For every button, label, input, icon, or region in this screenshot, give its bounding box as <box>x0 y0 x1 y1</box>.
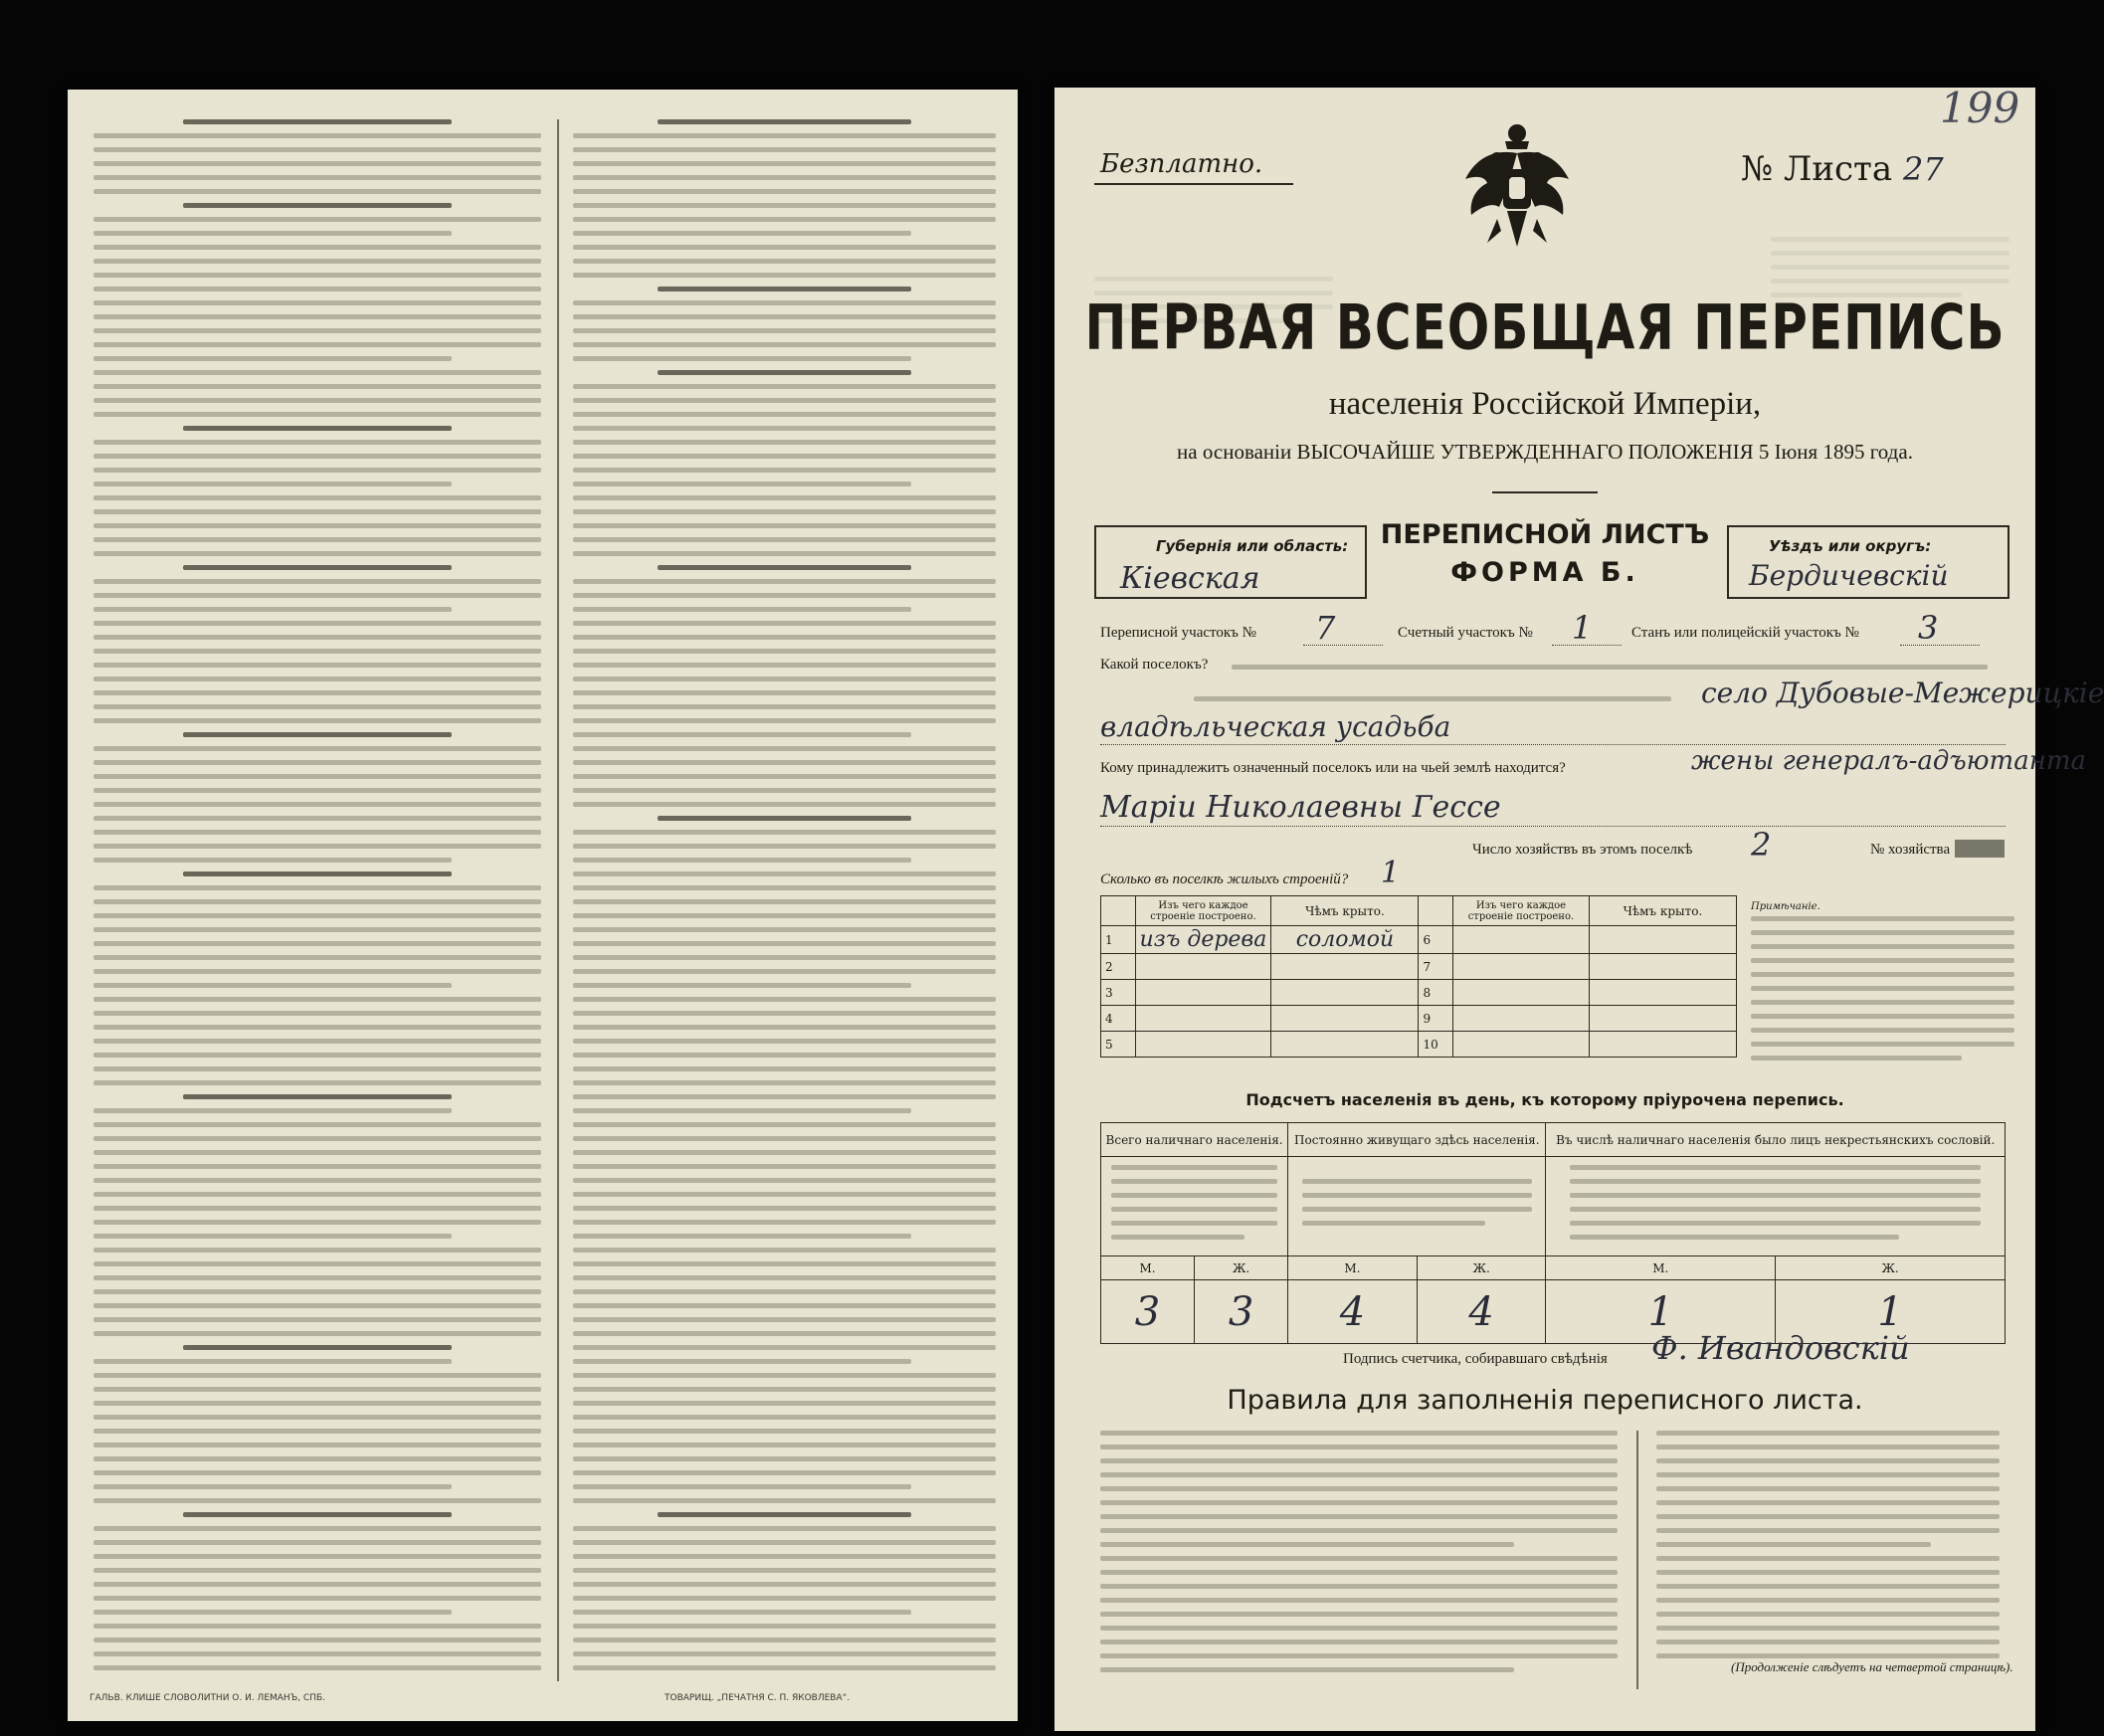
table-cell <box>1452 1032 1589 1058</box>
population-count-table <box>1100 1122 2006 1344</box>
table-cell: 2 <box>1101 954 1136 980</box>
rules-column-right <box>1656 1431 2000 1667</box>
count-title: Подсчетъ населенія въ день, къ которому пріурочена перепись. <box>1245 1090 1844 1109</box>
table-cell: соломой <box>1271 926 1419 954</box>
sex-column-label: Ж. <box>1417 1256 1546 1280</box>
table-cell <box>1589 980 1736 1006</box>
decree-line: на основаніи ВЫСОЧАЙШЕ УТВЕРЖДЕННАГО ПОЛОЖЕНІЯ 5 Іюня 1895 года. <box>1177 440 1913 464</box>
sex-column-label: М. <box>1546 1256 1776 1280</box>
instructions-column-left <box>94 119 541 1679</box>
table-cell <box>1271 1032 1419 1058</box>
table-cell: 9 <box>1419 1006 1453 1032</box>
table-cell: 10 <box>1419 1032 1453 1058</box>
census-district-value: 7 <box>1315 609 1336 647</box>
uezd-box: Уѣздъ или округъ: Бердичевскій <box>1727 525 2009 599</box>
archive-number: 199 <box>1940 84 2020 132</box>
owner-value-2: Маріи Николаевны Гессе <box>1100 790 1501 825</box>
instructions-column-right <box>573 119 996 1679</box>
section-heading-line <box>658 370 911 375</box>
table-cell <box>1135 980 1271 1006</box>
household-no-label: № хозяйства <box>1870 842 1951 858</box>
sheet-number-label: № Листа 27 <box>1741 149 1944 189</box>
table-cell: изъ дерева <box>1135 926 1271 954</box>
table-cell: 7 <box>1419 954 1453 980</box>
sex-column-label: М. <box>1101 1256 1195 1280</box>
counter-signature: Ф. Ивандовскій <box>1651 1329 1910 1367</box>
table-cell <box>1452 980 1589 1006</box>
table-cell <box>1135 954 1271 980</box>
rules-title: Правила для заполненія переписного листа. <box>1227 1385 1863 1416</box>
gubernia-value: Кіевская <box>1120 561 1260 596</box>
table-row <box>1101 980 1737 1006</box>
section-heading-line <box>183 1512 452 1517</box>
household-no-value <box>1955 840 2005 858</box>
instructions-page <box>68 90 1018 1721</box>
note-block <box>1751 901 2014 1065</box>
table-cell <box>1589 954 1736 980</box>
table-cell <box>1135 1006 1271 1032</box>
stan-value: 3 <box>1918 609 1939 647</box>
count-value: 4 <box>1288 1280 1418 1344</box>
owner-value-1: жены генералъ-адъютанта <box>1691 746 2086 776</box>
section-heading-line <box>183 119 452 124</box>
table-cell <box>1589 1006 1736 1032</box>
main-title: ПЕРВАЯ ВСЕОБЩАЯ ПЕРЕПИСЬ <box>1084 290 2006 364</box>
section-heading-line <box>183 732 452 737</box>
count-header-nonpeasant: Въ числѣ наличнаго населенія было лицъ некрестьянскихъ сословій. <box>1546 1123 2006 1157</box>
table-cell: 1 <box>1101 926 1136 954</box>
note-label: Примѣчаніе. <box>1751 901 1820 912</box>
section-heading-line <box>183 426 452 431</box>
subtitle: населенія Россійской Имперіи, <box>1328 386 1762 422</box>
count-header-permanent: Постоянно живущаго здѣсь населенія. <box>1288 1123 1546 1157</box>
sheet-number-value: 27 <box>1902 150 1944 188</box>
table-cell: 8 <box>1419 980 1453 1006</box>
printer-credit: ГАЛЬВ. КЛИШЕ СЛОВОЛИТНИ О. И. ЛЕМАНЪ, СПБ. <box>90 1693 326 1703</box>
count-value: 1 <box>1546 1280 1776 1344</box>
table-cell: 5 <box>1101 1032 1136 1058</box>
count-value: 4 <box>1417 1280 1546 1344</box>
table-cell <box>1452 1006 1589 1032</box>
households-value: 2 <box>1751 826 1772 864</box>
section-heading-line <box>658 287 911 291</box>
section-heading-line <box>658 1512 911 1517</box>
table-cell: 6 <box>1419 926 1453 954</box>
signature-label: Подпись счетчика, собиравшаго свѣдѣнія <box>1343 1351 1608 1367</box>
section-heading-line <box>658 119 911 124</box>
gubernia-box: Губернія или область: Кіевская <box>1094 525 1367 599</box>
count-header-total: Всего наличнаго населенія. <box>1101 1123 1288 1157</box>
table-cell: 4 <box>1101 1006 1136 1032</box>
table-row <box>1101 1032 1737 1058</box>
counting-district-value: 1 <box>1572 609 1593 647</box>
table-cell: 3 <box>1101 980 1136 1006</box>
count-value: 3 <box>1195 1280 1288 1344</box>
continued-note: (Продолженіе слѣдуетъ на четвертой страницѣ). <box>1731 1659 2013 1674</box>
rules-column-left <box>1100 1431 1618 1681</box>
table-cell <box>1135 1032 1271 1058</box>
table-cell <box>1271 954 1419 980</box>
table-cell <box>1589 926 1736 954</box>
sex-column-label: Ж. <box>1195 1256 1288 1280</box>
printer-credit-2: ТОВАРИЩ. „ПЕЧАТНЯ С. П. ЯКОВЛЕВА“. <box>665 1693 851 1703</box>
form-title: ПЕРЕПИСНОЙ ЛИСТЪ <box>1380 519 1710 550</box>
counting-district-label: Счетный участокъ № <box>1398 625 1533 641</box>
section-heading-line <box>183 565 452 570</box>
section-heading-line <box>183 203 452 208</box>
households-label: Число хозяйствъ въ этомъ поселкѣ <box>1472 842 1693 858</box>
column-divider <box>557 119 559 1681</box>
section-heading-line <box>183 1094 452 1099</box>
count-value: 3 <box>1101 1280 1195 1344</box>
table-cell <box>1452 954 1589 980</box>
sex-column-label: Ж. <box>1776 1256 2006 1280</box>
double-headed-eagle-icon <box>1457 119 1577 259</box>
table-cell <box>1271 1006 1419 1032</box>
table-row <box>1101 1006 1737 1032</box>
settlement-value: село Дубовые-Межерицкіе <box>1701 676 2104 709</box>
uezd-value: Бердичевскій <box>1749 559 1949 592</box>
table-cell <box>1589 1032 1736 1058</box>
free-label: Безплатно. <box>1100 149 1263 179</box>
buildings-table: Изъ чего каждое строеніе построено. Чѣмъ крыто. Изъ чего каждое строеніе построено. Чѣмъ крыто. 1 изъ дерева соломой 6 2 7 3 8 4 9 5 10 <box>1100 895 1737 1058</box>
table-row <box>1101 954 1737 980</box>
census-district-label: Переписной участокъ № <box>1100 625 1256 641</box>
section-heading-line <box>658 816 911 821</box>
settlement-type: владѣльческая усадьба <box>1100 710 1451 743</box>
section-heading-line <box>183 871 452 876</box>
census-form-page <box>1054 84 2104 1731</box>
table-cell <box>1271 980 1419 1006</box>
buildings-label: Сколько въ поселкѣ жилыхъ строеній? <box>1100 871 1349 887</box>
section-heading-line <box>658 565 911 570</box>
owner-label: Кому принадлежитъ означенный поселокъ или на чьей землѣ находится? <box>1100 760 1566 776</box>
buildings-value: 1 <box>1381 856 1401 890</box>
settlement-label: Какой поселокъ? <box>1100 657 1209 673</box>
stan-label: Станъ или полицейскій участокъ № <box>1631 625 1859 641</box>
count-value: 1 <box>1776 1280 2006 1344</box>
table-cell <box>1452 926 1589 954</box>
sex-column-label: М. <box>1288 1256 1418 1280</box>
form-type: ФОРМА Б. <box>1450 557 1639 588</box>
section-heading-line <box>183 1345 452 1350</box>
table-row <box>1101 926 1737 954</box>
